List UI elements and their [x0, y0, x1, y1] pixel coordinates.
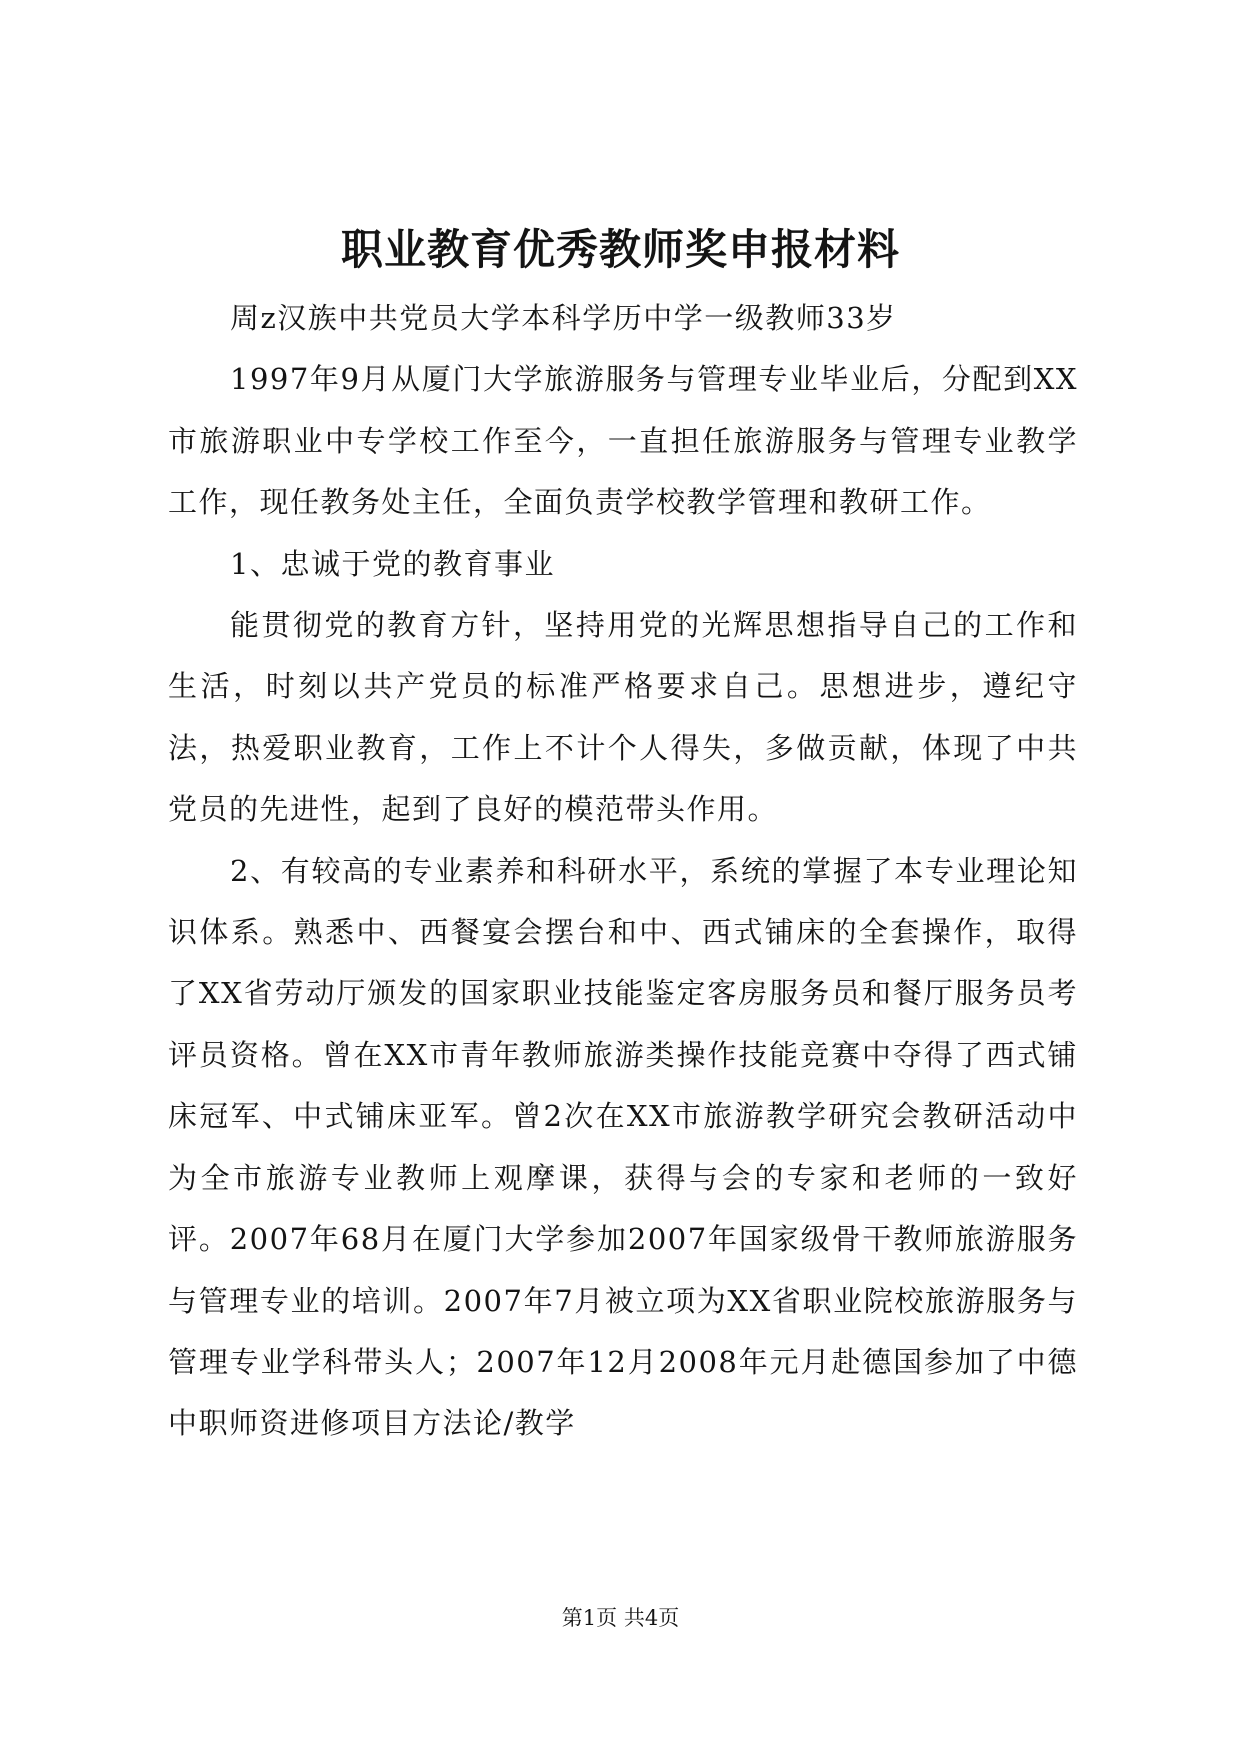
- paragraph-heading-1: 1、忠诚于党的教育事业: [230, 546, 555, 581]
- paragraph-professional: 2、有较高的专业素养和科研水平，系统的掌握了本专业理论知识体系。熟悉中、西餐宴会摆台和中、西式铺床的全套操作，取得了XX省劳动厅颁发的国家职业技能鉴定客房服务员和餐厅服务员考评员资格。曾在XX市青年教师旅游类操作技能竞赛中夺得了西式铺床冠军、中式铺床亚军。曾2次在XX市旅游教学研究会教研活动中为全市旅游专业教师上观摩课，获得与会的专家和老师的一致好评。2007年68月在厦门大学参加2007年国家级骨干教师旅游服务与管理专业的培训。2007年7月被立项为XX省职业院校旅游服务与管理专业学科带头人；2007年12月2008年元月赴德国参加了中德中职师资进修项目方法论/教学: [168, 853, 1078, 1441]
- document-body: [168, 288, 1078, 1455]
- paragraph-personal-info: 周z汉族中共党员大学本科学历中学一级教师33岁: [230, 301, 897, 335]
- document-title: 职业教育优秀教师奖申报材料: [340, 225, 900, 274]
- paragraph-loyalty: 能贯彻党的教育方针，坚持用党的光辉思想指导自己的工作和生活，时刻以共产党员的标准严格要求自己。思想进步，遵纪守法，热爱职业教育，工作上不计个人得失，多做贡献，体现了中共党员的先进性，起到了良好的模范带头作用。: [168, 608, 1078, 827]
- page-number-footer: 第1页 共4页: [561, 1606, 680, 1630]
- paragraph-career: 1997年9月从厦门大学旅游服务与管理专业毕业后，分配到XX市旅游职业中专学校工作至今，一直担任旅游服务与管理专业教学工作，现任教务处主任，全面负责学校教学管理和教研工作。: [168, 362, 1078, 520]
